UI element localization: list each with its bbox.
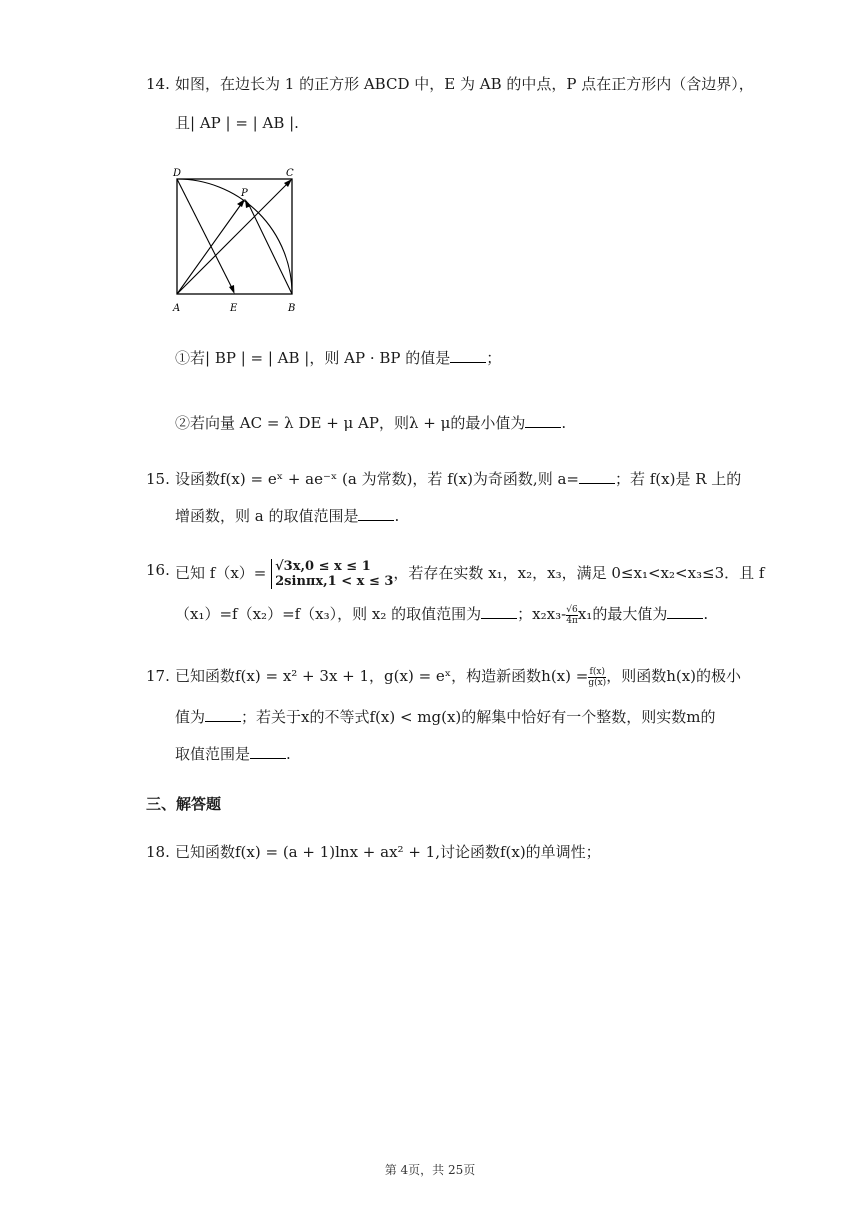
- piecewise-cases: [271, 559, 393, 589]
- vector-de: [177, 179, 233, 290]
- q17-text-c: 值为: [175, 708, 206, 726]
- q17-text-a: 已知函数f(x) = x² + 3x + 1，g(x) = eˣ，构造新函数h(x) =: [175, 667, 589, 685]
- q17-text-d: ；若关于x的不等式f(x) < mg(x)的解集中恰好有一个整数，则实数m的: [241, 708, 716, 726]
- sub2-end: .: [561, 414, 567, 432]
- q16-text-b: ；x₂x₃-: [517, 605, 567, 623]
- q16-prefix: 已知 f（x）=: [175, 564, 267, 582]
- question-18-number: 18.: [146, 843, 170, 861]
- q15-text-c: 增函数，则 a 的取值范围是: [175, 507, 359, 525]
- case-1: √3x,0 ≤ x ≤ 1: [275, 559, 371, 574]
- question-16-line2: [175, 603, 708, 626]
- fraction-numerator: f(x): [589, 666, 605, 677]
- label-e: E: [230, 303, 238, 314]
- question-15-number: 15.: [146, 470, 170, 488]
- fraction-numerator: √6: [566, 604, 578, 615]
- fraction-denominator: 4π: [566, 615, 578, 626]
- q16-end: .: [703, 605, 709, 623]
- page-footer: 第 4页，共 25页: [384, 1163, 476, 1177]
- q15-text-b: ；若 f(x)是 R 上的: [614, 470, 742, 488]
- sub1-end: ；: [486, 349, 502, 367]
- question-16-number: 16.: [146, 561, 170, 579]
- answer-blank: [250, 744, 286, 759]
- question-17-line3: [175, 743, 291, 765]
- fraction: [588, 667, 606, 688]
- question-14-line2: 且| AP | = | AB |.: [175, 114, 299, 132]
- label-c: C: [286, 168, 294, 179]
- section-heading: 三、解答题: [146, 795, 222, 813]
- question-14-sub2: [175, 412, 566, 434]
- q17-text-e: 取值范围是: [175, 745, 251, 763]
- answer-blank: [525, 413, 561, 428]
- fraction-denominator: g(x): [588, 677, 607, 688]
- q16-text-a: （x₁）=f（x₂）=f（x₃），则 x₂ 的取值范围为: [175, 605, 482, 623]
- question-18-line1: 已知函数f(x) = (a + 1)lnx + ax² + 1,讨论函数f(x)的单调性；: [175, 843, 601, 861]
- question-14-line1: 如图，在边长为 1 的正方形 ABCD 中，E 为 AB 的中点，P 点在正方形内（含边界），: [175, 75, 754, 93]
- vector-ac: [177, 182, 289, 294]
- answer-blank: [450, 348, 486, 363]
- answer-blank: [667, 604, 703, 619]
- square-diagram: [170, 166, 300, 316]
- question-15-line2: [175, 505, 399, 527]
- fraction: [566, 605, 578, 626]
- q17-text-b: ，则函数h(x)的极小: [606, 667, 742, 685]
- q15-text-d: .: [394, 507, 400, 525]
- label-d: D: [173, 168, 182, 179]
- label-p: P: [241, 188, 248, 199]
- q16-text-c: x₁的最大值为: [577, 605, 668, 623]
- question-16-line1: [175, 559, 764, 589]
- question-17-number: 17.: [146, 667, 170, 685]
- vector-bp: [248, 203, 292, 294]
- answer-blank: [205, 707, 241, 722]
- question-14-sub1: [175, 347, 501, 369]
- label-a: A: [173, 303, 181, 314]
- arrow-ap: [237, 199, 245, 207]
- vector-ap: [177, 203, 242, 294]
- question-15-line1: [175, 468, 741, 490]
- q17-end: .: [286, 745, 291, 763]
- arrow-de: [229, 285, 235, 294]
- question-14-number: 14.: [146, 75, 170, 93]
- sub2-text: ②若向量 AC = λ DE + μ AP，则λ + μ的最小值为: [175, 414, 526, 432]
- q15-text-a: 设函数f(x) = eˣ + ae⁻ˣ (a 为常数)，若 f(x)为奇函数,则 a=: [175, 470, 579, 488]
- question-17-line2: [175, 706, 716, 728]
- question-17-line1: [175, 665, 741, 688]
- answer-blank: [358, 506, 394, 521]
- label-b: B: [288, 303, 296, 314]
- answer-blank: [481, 604, 517, 619]
- sub1-text: ①若| BP | = | AB |，则 AP · BP 的值是: [175, 349, 451, 367]
- case-2: 2sinπx,1 < x ≤ 3: [275, 574, 394, 589]
- answer-blank: [579, 469, 615, 484]
- q16-suffix: ，若存在实数 x₁，x₂，x₃，满足 0≤x₁<x₂<x₃≤3．且 f: [393, 564, 765, 582]
